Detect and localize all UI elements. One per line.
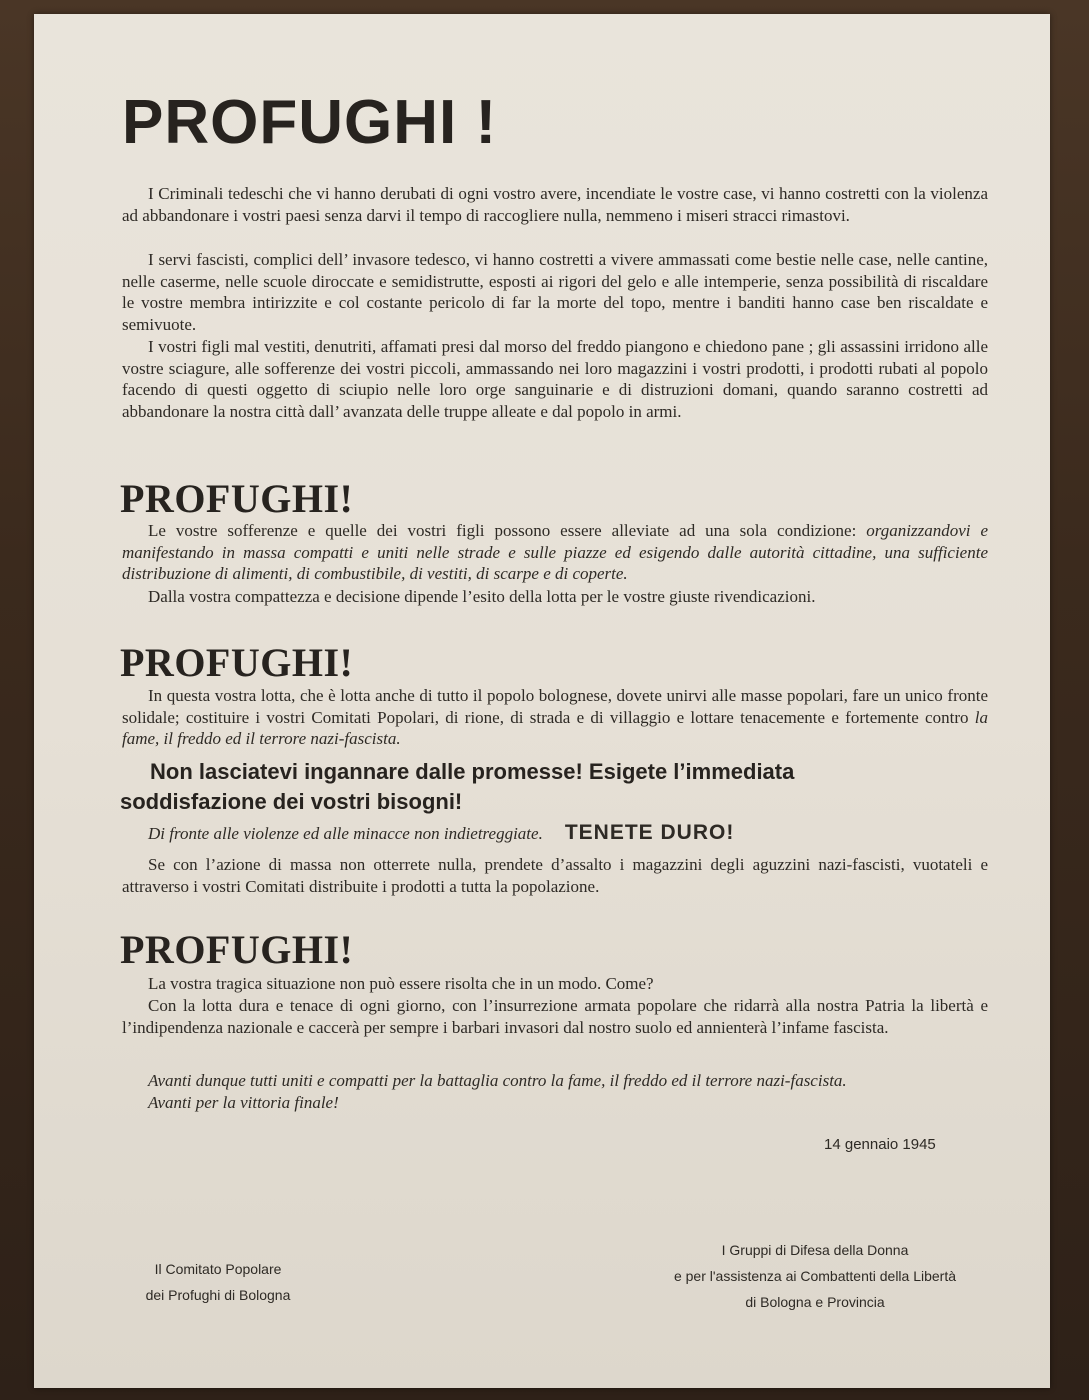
bold-slogan-line-1: Non lasciatevi ingannare dalle promesse! Esigete l’immediata <box>150 759 795 784</box>
signature-right-line-1: I Gruppi di Difesa della Donna <box>721 1242 909 1258</box>
closing-italic-2 <box>122 1092 988 1114</box>
intro-paragraph-2 <box>122 249 988 335</box>
signature-left <box>108 1256 328 1308</box>
intro-paragraph-1 <box>122 183 988 226</box>
section-2-p1-italic: organizzandovi e manifestando in massa compatti e uniti nelle strade e sulle piazze ed esigendo dalle autorità cittadine, una sufficiente distribuzione di alimenti, di combustibile, di vestiti, di scarpe e di coperte. <box>122 521 988 584</box>
leaflet-date: 14 gennaio 1945 <box>824 1136 936 1153</box>
section-4-paragraph-2 <box>122 995 988 1038</box>
intro-p1-text: I Criminali tedeschi che vi hanno derubati di ogni vostro avere, incendiate le vostre case, vi hanno costretti con la violenza ad abbandonare i vostri paesi senza darvi il tempo di raccogliere nulla, nemmeno i miseri stracci rimastovi. <box>122 184 988 225</box>
section-2-heading: PROFUGHI! <box>120 476 354 521</box>
section-2-paragraph-2 <box>122 586 988 608</box>
section-3-paragraph-1 <box>122 685 988 750</box>
signature-right-line-3: di Bologna e Provincia <box>745 1294 885 1310</box>
signature-right-line-2: e per l'assistenza ai Combattenti della Libertà <box>673 1268 957 1284</box>
section-3-p1-plain: In questa vostra lotta, che è lotta anche di tutto il popolo bolognese, dovete unirvi alle masse popolari, fare un unico fronte solidale; costituire i vostri Comitati Popolari, di rione, di strada e di villaggio e lottare tenacemente e fortemente contro <box>122 686 988 727</box>
section-4-heading: PROFUGHI! <box>120 927 354 972</box>
intro-paragraph-3 <box>122 336 988 422</box>
bold-slogan-line-2: soddisfazione dei vostri bisogni! <box>120 789 463 814</box>
resist-italic-text: Di fronte alle violenze ed alle minacce non indietreggiate. <box>148 824 543 843</box>
section-2-p2-text: Dalla vostra compattezza e decisione dipende l’esito della lotta per le vostre giuste rivendicazioni. <box>148 587 816 606</box>
intro-p3-text: I vostri figli mal vestiti, denutriti, affamati presi dal morso del freddo piangono e chiedono pane ; gli assassini irridono alle vostre sciagure, alle sofferenze dei vostri piccoli, ammassando nei loro magazzini i vostri prodotti, i prodotti rubati al popolo facendo di questi oggetto di sciupio nelle loro orge sanguinarie e di distruzioni domani, quando saranno costretti ad abbandonare la nostra città dall’ avanzata delle truppe alleate e dal popolo in armi. <box>122 337 988 421</box>
section-3-p2-text: Se con l’azione di massa non otterrete nulla, prendete d’assalto i magazzini degli aguzzini nazi-fascisti, vuotateli e attraverso i vostri Comitati distribuite i prodotti a tutta la popolazione. <box>122 855 988 896</box>
section-4-paragraph-1 <box>122 973 988 995</box>
resist-line <box>148 822 998 845</box>
tenete-duro-slogan: TENETE DURO! <box>564 821 735 844</box>
section-3-heading: PROFUGHI! <box>120 640 354 685</box>
signature-left-line-2: dei Profughi di Bologna <box>145 1287 291 1303</box>
section-4-p1-text: La vostra tragica situazione non può essere risolta che in un modo. Come? <box>148 974 654 993</box>
section-2-p1-plain: Le vostre sofferenze e quelle dei vostri figli possono essere alleviate ad una sola condizione: <box>148 521 867 540</box>
main-title: PROFUGHI ! <box>122 88 498 157</box>
section-3-p1-italic: la fame, il freddo ed il terrore nazi-fascista. <box>122 707 988 749</box>
section-3-paragraph-2 <box>122 854 988 897</box>
closing-italic-2-text: Avanti per la vittoria finale! <box>148 1093 339 1112</box>
signature-right <box>620 1237 1010 1315</box>
closing-italic-1-text: Avanti dunque tutti uniti e compatti per la battaglia contro la fame, il freddo ed il terrore nazi-fascista. <box>148 1071 847 1090</box>
closing-italic-1 <box>122 1070 988 1092</box>
signature-left-line-1: Il Comitato Popolare <box>154 1261 282 1277</box>
intro-p2-text: I servi fascisti, complici dell’ invasore tedesco, vi hanno costretti a vivere ammassati come bestie nelle case, nelle cantine, nelle caserme, nelle scuole diroccate e semidistrutte, esposti ai rigori del gelo e alle intemperie, senza possibilità di riscaldare le vostre membra intirizzite e col costante pericolo di far la morte del topo, mentre i banditi hanno case ben riscaldate e semivuote. <box>122 250 988 334</box>
section-4-p2-text: Con la lotta dura e tenace di ogni giorno, con l’insurrezione armata popolare che ridarrà alla nostra Patria la libertà e l’indipendenza nazionale e caccerà per sempre i barbari invasori dal nostro suolo ed annienterà l’infame fascista. <box>122 996 988 1037</box>
section-2-paragraph-1 <box>122 520 988 585</box>
